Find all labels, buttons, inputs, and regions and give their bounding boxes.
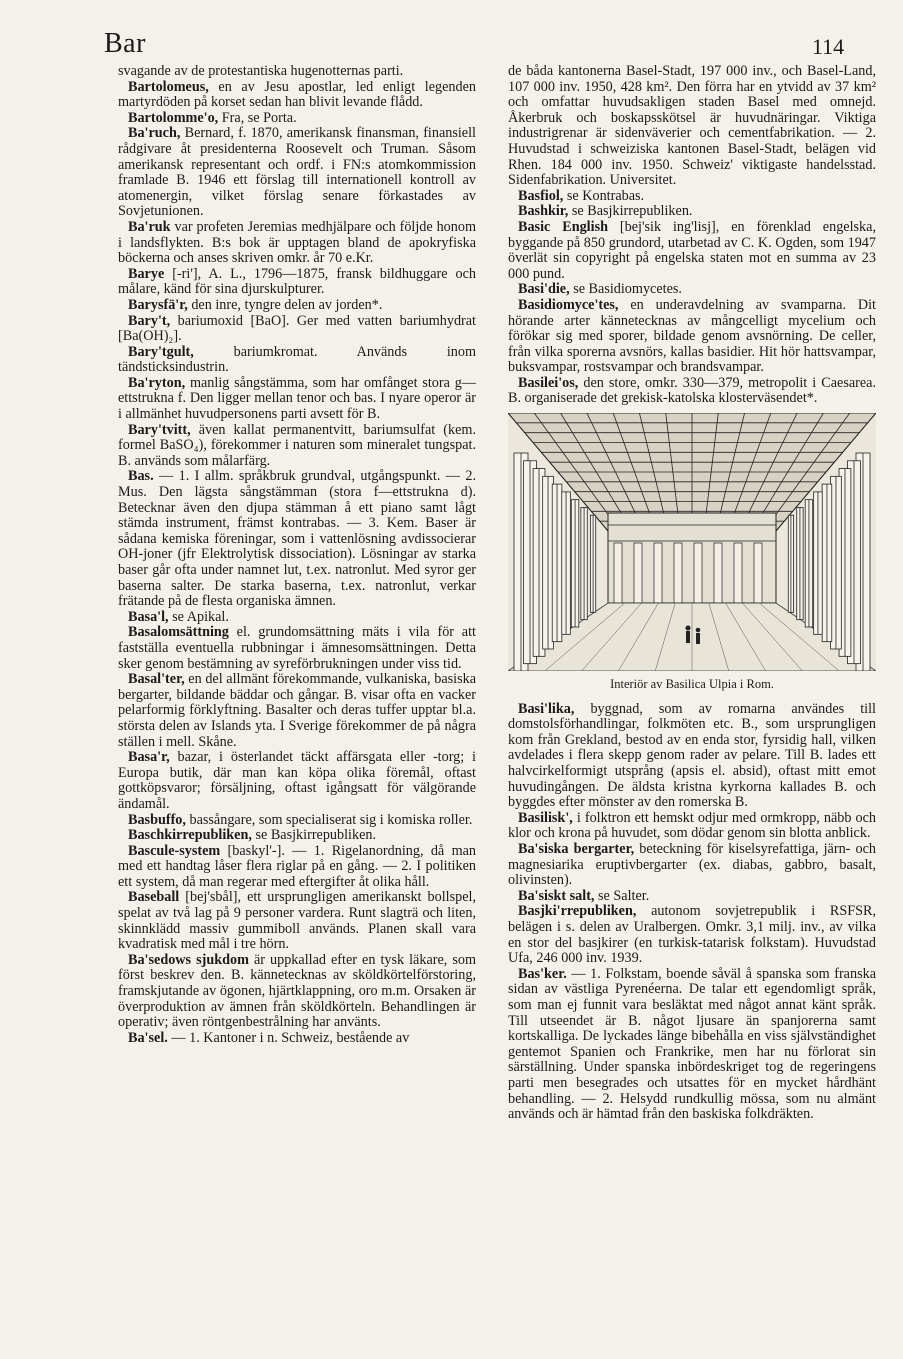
entry-text: en av Jesu apostlar, led enligt legenden martyrdöden på korset sedan han blivit levande flådd. [118,78,476,111]
entry-headword: Ba'siskt salt, [518,887,595,904]
entry-text: den inre, tyngre delen av jorden*. [187,296,383,313]
entry-text: bazar, i österlandet täckt affärsgata eller -torg; i Europa butik, där man kan köpa olika föremål, oftast gottköpsvaror; försäljning, oftast igångsatt för välgörande ändamål. [118,749,476,812]
entry-headword: Bary't, [128,312,171,329]
entry-text: en underavdelning av svamparna. Dit hörande arter kännetecknas av mångcelligt mycelium och förökar sig med sporer, bildade genom avsnörning. De celler, från vilka sporerna avsnörs, kallas basidier. Hit hör hattsvampar, buksvampar, rostsvampar och brandsvampar. [508,296,876,376]
entry-text: autonom sovjetrepublik i RSFSR, belägen i s. delen av Uralbergen. Omkr. 3,1 milj. inv., av vilka en stor del basjkirer (en turkisk-tatarisk folkstam). Huvudstad Ufa, 246 000 inv. 1939. [508,903,876,967]
entry-headword: Ba'sedows sjukdom [128,951,249,968]
entry-text: el. grundomsättning mäts i vila för att fastställa eventuella rubbningar i ämnesomsättningen. Detta sker genom bestämning av syreförbrukningen under viss tid. [118,624,476,672]
dictionary-entry [508,298,876,376]
entry-text: — 1. I allm. språkbruk grundval, utgångspunkt. — 2. Mus. Den lägsta sångstämman (stora f—ettstrukna d). Betecknar även den djupa stämman å ett piano samt lågt stämda instrument, främst kontrabas. — 3. Kem. Baser är sådana kemiska föreningar, som i vattenlösning avdissocierar OH-joner (jfr Elektrolytisk dissociation). Lösningar av starka baser går ofta under namnet lut, t.ex. natronlut. Med syror ger baserna salter. De starka baserna, t.ex. natronlut, verkar frätande på de flesta organiska ämnen. [118,468,476,610]
dictionary-entry [118,672,476,750]
dictionary-entry [118,828,476,844]
dictionary-entry [508,204,876,220]
entry-text: var profeten Jeremias medhjälpare och följde honom i landsflykten. B:s bok är upptagen bland de apokryfiska böckerna och anses skriven omkr. år 70 e.Kr. [118,218,476,267]
entry-text: i folktron ett hemskt odjur med ormkropp, näbb och klor och krona på huvudet, som dödar genom sin blotta anblick. [508,809,876,842]
entry-text: [-ri'], A. L., 1796—1875, fransk bildhuggare och målare, känd för sina djurskulpturer. [118,265,476,298]
entry-headword: Bascule-system [128,842,221,859]
entry-text: bariumkromat. Används inom tändsticksindustrin. [118,343,476,376]
entry-text: även kallat permanentvitt, bariumsulfat (kem. formel BaSO₄), förekommer i naturen som mineralet tungspat. B. används som målarfärg. [118,421,476,469]
dictionary-entry [508,702,876,811]
figure-caption: Interiör av Basilica Ulpia i Rom. [610,677,774,692]
entry-text: se Basidiomycetes. [569,281,682,298]
entry-headword: Basbuffo, [128,811,186,828]
entry-text: se Salter. [594,887,650,904]
dictionary-entry [118,625,476,672]
entry-headword: Basic English [518,218,608,235]
entry-text: [bej'sik ing'lisj], en förenklad engelska, byggande på 850 grundord, utarbetad av C. K. Ogden, som 1947 överlät sin copyright på engelska staten mot en summa av 23 000 pund. [508,218,876,282]
entry-headword: Bartolomme'o, [128,109,219,126]
entry-headword: Barysfä'r, [128,296,188,313]
entry-headword: Baseball [128,889,180,906]
entry-headword: Basa'l, [128,608,169,625]
dictionary-entry [508,282,876,298]
right-column-bottom [508,702,876,1123]
entry-text: se Basjkirrepubliken. [251,827,377,844]
entry-headword: Bary'tvitt, [128,421,191,438]
entry-text: är uppkallad efter en tysk läkare, som först beskrev den. B. kännetecknas av sköldkörtelförstoring, framskjutande av ögonen, hjärtklappning, oro m.m. Orsaken är överproduktion av ämnen från sköldkörteln. Behandlingen är operativ; även röntgenbestrålning har använts. [118,951,476,1031]
entry-headword: Baschkirrepubliken, [128,827,252,844]
entry-text: en del allmänt förekommande, vulkaniska, basiska bergarter, bildande bäddar och gångar. B. visar ofta en vacker pelarformig förklyftning. Basalter och deras tuffer upptar bl.a. största delen av Islands yta. I Sverige förekommer de på några ställen i mell. Skåne. [118,671,476,750]
dictionary-entry [118,813,476,829]
right-column-top [508,64,876,407]
dictionary-entry [118,126,476,220]
dictionary-entry [118,267,476,298]
entry-headword: Bas. [128,468,154,485]
entry-headword: Ba'sel. [128,1029,168,1046]
dictionary-entry [118,345,476,376]
entry-headword: Ba'ryton, [128,374,186,391]
dictionary-entry [118,953,476,1031]
dictionary-entry [508,842,876,889]
entry-text: se Basjkirrepubliken. [568,203,693,220]
entry-headword: Basal'ter, [128,671,185,688]
entry-text: — 1. Kantoner i n. Schweiz, bestående av [167,1029,410,1046]
page-header-word: Bar [104,28,146,59]
entry-headword: Bartolomeus, [128,78,209,95]
basilica-engraving-icon [508,413,876,671]
entry-headword: Basidiomyce'tes, [518,296,619,313]
dictionary-entry [508,967,876,1123]
dictionary-entry [118,111,476,127]
entry-text: bariumoxid [BaO]. Ger med vatten bariumhydrat [Ba(OH)₂]. [118,312,476,345]
page-number: 114 [812,34,845,59]
entry-headword: Ba'siska bergarter, [518,841,635,857]
dictionary-entry [508,889,876,905]
dictionary-entry [118,298,476,314]
entry-text: de båda kantonerna Basel-Stadt, 197 000 inv., och Basel-Land, 107 000 inv. 1950, 428 km². Den förra har en ytvidd av 37 km² och omfattar huvudsakligen staden Basel med omnejd. Åkerbruk och boskapsskötsel är huvudnäringar. Viktiga industrigrenar är sidenväverier och cementfabrikation. — 2. Huvudstad i schweiziska kantonen Basel-Stadt, belägen vid Rhen. 184 000 inv. 1950. Schweiz' viktigaste handelsstad. Sidenfabrikation. Universitet. [508,63,876,189]
entry-headword: Ba'ruch, [128,125,181,142]
entry-headword: Basa'r, [128,749,170,766]
entry-text: Bernard, f. 1870, amerikansk finansman, finansiell rådgivare åt presidenterna Roosevelt och Truman. Såsom amerikansk representant och ordf. i FN:s atomkommission framlade B. 1946 ett förslag till internationell kontroll av atomenergin, vilket förslag senare förkastades av Sovjetunionen. [118,125,476,220]
entry-text: Fra, se Porta. [218,109,297,126]
entry-headword: Ba'ruk [128,218,171,235]
right-column [508,64,876,1123]
entry-text: manlig sångstämma, som har omfånget stora g—ettstrukna f. Den ligger mellan tenor och bas. I nyare operor är i allmänhet huvudpersonens parti avsett för B. [118,374,476,423]
dictionary-entry [118,80,476,111]
dictionary-entry [508,811,876,842]
dictionary-entry [118,314,476,345]
entry-text: se Kontrabas. [563,187,645,204]
entry-headword: Bary'tgult, [128,343,194,360]
entry-text: bassångare, som specialiserat sig i komiska roller. [185,811,473,828]
left-column [118,64,476,1046]
dictionary-entry [508,904,876,966]
dictionary-entry [118,469,476,609]
entry-headword: Basjki'rrepubliken, [518,903,637,920]
entry-text: beteckning för kiselsyrefattiga, järn- och magnesiarika eruptivbergarter (ex. diabas, gabbro, basalt, olivinsten). [508,841,876,889]
entry-headword: Bas'ker. [518,965,567,982]
dictionary-entry [118,844,476,891]
entry-headword: Basfiol, [518,187,564,204]
entry-text: den store, omkr. 330—379, metropolit i Caesarea. B. organiserade det grekisk-katolska klosterväsendet*. [508,374,876,407]
dictionary-entry [508,376,876,407]
dictionary-entry [118,376,476,423]
entry-text: byggnad, som av romarna användes till domstolsförhandlingar, folkmöten etc. B., som ursprungligen kom från Grekland, bestod av en enda stor, fyrsidig hall, vilken avdelades i flera skepp genom rader av pelare. Till B. lades ett halvcirkelformigt utsprång (apsis el. absid), oftast mitt emot huvudingången. De äldsta kristna kyrkorna kallades B. och byggdes efter mönster av den romerska B. [508,700,876,811]
entry-headword: Basilisk', [518,809,573,826]
dictionary-entry [118,750,476,812]
entry-text: [bej'sbål], ett ursprungligen amerikanskt bollspel, spelat av två lag på 9 personer vardera. Runt slagträ och liten, skinnklädd massiv gummiboll används. Planen skall vara kvadratisk med mål i tre hörn. [118,889,476,953]
dictionary-entry [508,64,876,189]
entry-headword: Basi'lika, [518,700,575,717]
dictionary-entry [118,890,476,952]
entry-text: se Apikal. [168,608,229,625]
entry-headword: Basalomsättning [128,624,229,641]
dictionary-entry [508,189,876,205]
basilica-figure [508,413,876,671]
dictionary-entry [508,220,876,282]
entry-text: — 1. Folkstam, boende såväl å spanska som franska sidan av västliga Pyrenéerna. De talar ett egendomligt språk, som man ej funnit vara besläktat med något annat känt språk. Till utseendet är B. något ljusare än spanjorerna samt kortskalliga. De lyckades länge bibehålla en viss självständighet gentemot Spanien och Frankrike, men har nu förlorat sin särställning. Under spanska inbördeskriget tog de regeringens parti men besegrades och utsattes för en mycket hårdhänt behandling. — 2. Helsydd rundkullig mössa, som nu almänt används och är hämtad från den baskiska folkdräkten. [508,965,876,1123]
dictionary-entry [118,220,476,267]
dictionary-entry [118,1031,476,1047]
dictionary-entry [118,610,476,626]
dictionary-entry [118,423,476,470]
entry-headword: Bashkir, [518,203,569,220]
entry-headword: Barye [128,265,165,282]
dictionary-entry [118,64,476,80]
entry-headword: Basilei'os, [518,374,579,391]
entry-text: [baskyl'-]. — 1. Rigelanordning, då man med ett handtag låser flera riglar på en gång. — 2. I politiken ett system, då man regerar med eftergifter åt olika håll. [118,842,476,890]
entry-headword: Basi'die, [518,281,570,298]
entry-text: svagande av de protestantiska hugenotternas parti. [118,63,404,79]
